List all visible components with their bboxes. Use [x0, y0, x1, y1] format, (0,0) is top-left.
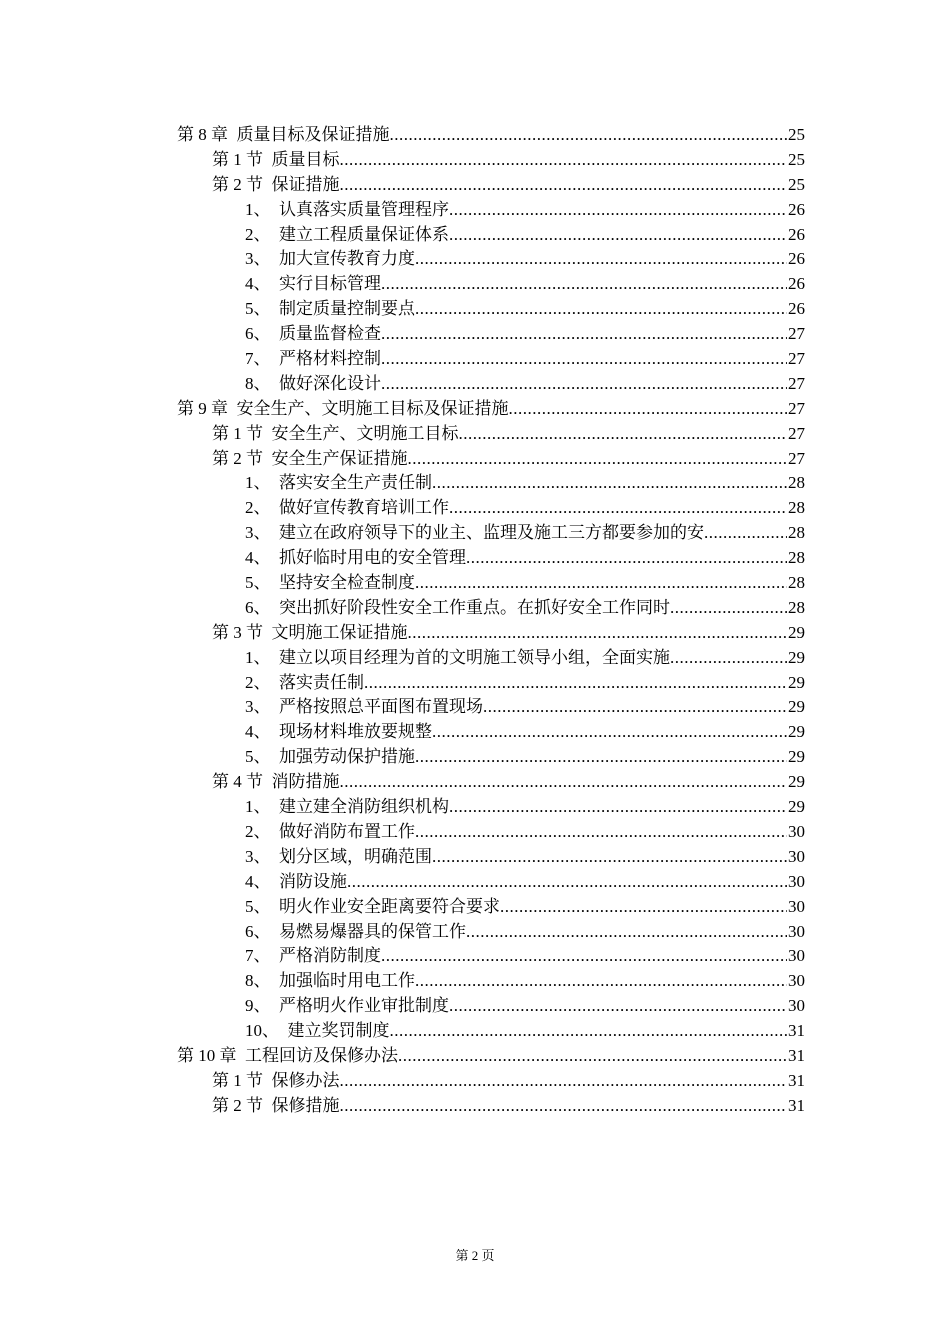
toc-entry-page-number: 27	[788, 398, 805, 418]
toc-dot-leader	[415, 571, 787, 596]
toc-entry-level-3[interactable]	[177, 994, 805, 1019]
toc-entry-level-2[interactable]	[177, 621, 805, 646]
toc-dot-leader	[449, 795, 787, 820]
toc-entry-level-2[interactable]	[177, 1069, 805, 1094]
toc-entry-title: 第 2 节 安全生产保证措施	[212, 448, 408, 468]
toc-entry-level-3[interactable]	[177, 571, 805, 596]
toc-entry-level-3[interactable]	[177, 695, 805, 720]
toc-entry-level-3[interactable]	[177, 372, 805, 397]
toc-dot-leader	[390, 1019, 788, 1044]
toc-entry-title: 7、 严格材料控制	[245, 349, 381, 369]
toc-entry-level-3[interactable]	[177, 521, 805, 546]
toc-dot-leader	[415, 820, 787, 845]
toc-entry-title: 1、 建立以项目经理为首的文明施工领导小组，全面实施	[245, 647, 670, 667]
toc-entry-page-number: 30	[788, 871, 805, 891]
toc-entry-level-3[interactable]	[177, 546, 805, 571]
toc-entry-page-number: 27	[788, 324, 805, 344]
toc-dot-leader	[483, 695, 787, 720]
toc-entry-page-number: 29	[788, 747, 805, 767]
toc-entry-title: 1、 落实安全生产责任制	[245, 473, 432, 493]
toc-entry-level-3[interactable]	[177, 223, 805, 248]
toc-entry-title: 3、 划分区域，明确范围	[245, 846, 432, 866]
toc-entry-page-number: 30	[788, 821, 805, 841]
toc-dot-leader	[340, 770, 788, 795]
toc-entry-page-number: 30	[788, 996, 805, 1016]
toc-entry-title: 第 8 章 质量目标及保证措施	[177, 125, 390, 144]
toc-entry-page-number: 28	[788, 573, 805, 593]
toc-dot-leader	[340, 1069, 788, 1094]
toc-dot-leader	[500, 895, 787, 920]
toc-dot-leader	[432, 845, 787, 870]
toc-entry-page-number: 25	[788, 125, 805, 144]
toc-entry-page-number: 30	[788, 971, 805, 991]
toc-entry-level-3[interactable]	[177, 795, 805, 820]
toc-entry-page-number: 31	[788, 1021, 805, 1041]
toc-entry-title: 第 3 节 文明施工保证措施	[212, 622, 408, 642]
toc-dot-leader	[415, 745, 787, 770]
toc-entry-page-number: 31	[788, 1070, 805, 1090]
toc-entry-title: 6、 质量监督检查	[245, 324, 381, 344]
toc-entry-title: 8、 做好深化设计	[245, 373, 381, 393]
toc-entry-title: 第 1 节 保修办法	[212, 1070, 340, 1090]
toc-entry-title: 4、 实行目标管理	[245, 274, 381, 294]
toc-entry-title: 5、 明火作业安全距离要符合要求	[245, 896, 500, 916]
toc-dot-leader	[408, 621, 788, 646]
toc-entry-title: 6、 突出抓好阶段性安全工作重点。在抓好安全工作同时	[245, 597, 670, 617]
toc-entry-page-number: 28	[788, 523, 805, 543]
toc-dot-leader	[704, 521, 787, 546]
toc-dot-leader	[432, 720, 787, 745]
toc-dot-leader	[449, 223, 787, 248]
toc-entry-level-2[interactable]	[177, 1094, 805, 1119]
toc-dot-leader	[340, 148, 788, 173]
toc-entry-level-3[interactable]	[177, 870, 805, 895]
toc-entry-title: 8、 加强临时用电工作	[245, 971, 415, 991]
toc-dot-leader	[347, 870, 787, 895]
toc-entry-level-2[interactable]	[177, 447, 805, 472]
toc-entry-level-3[interactable]	[177, 596, 805, 621]
toc-entry-level-3[interactable]	[177, 845, 805, 870]
toc-dot-leader	[459, 422, 788, 447]
toc-dot-leader	[670, 596, 787, 621]
toc-entry-level-2[interactable]	[177, 422, 805, 447]
toc-entry-page-number: 26	[788, 274, 805, 294]
toc-entry-title: 第 10 章 工程回访及保修办法	[177, 1045, 398, 1065]
toc-entry-title: 2、 建立工程质量保证体系	[245, 224, 449, 244]
toc-entry-page-number: 29	[788, 647, 805, 667]
toc-entry-level-1[interactable]	[177, 397, 805, 422]
toc-entry-title: 2、 落实责任制	[245, 672, 364, 692]
toc-dot-leader	[381, 322, 787, 347]
toc-entry-level-3[interactable]	[177, 347, 805, 372]
toc-entry-title: 第 2 节 保证措施	[212, 174, 340, 194]
toc-dot-leader	[364, 671, 787, 696]
toc-entry-page-number: 27	[788, 373, 805, 393]
toc-entry-page-number: 26	[788, 249, 805, 269]
toc-entry-title: 10、 建立奖罚制度	[245, 1021, 390, 1041]
toc-entry-level-3[interactable]	[177, 471, 805, 496]
toc-entry-page-number: 30	[788, 896, 805, 916]
toc-entry-page-number: 31	[788, 1095, 805, 1115]
toc-entry-title: 5、 加强劳动保护措施	[245, 747, 415, 767]
toc-dot-leader	[408, 447, 788, 472]
toc-dot-leader	[340, 173, 788, 198]
toc-dot-leader	[415, 247, 787, 272]
toc-entry-title: 第 1 节 质量目标	[212, 149, 340, 169]
toc-entry-page-number: 29	[788, 622, 805, 642]
toc-entry-page-number: 28	[788, 597, 805, 617]
toc-dot-leader	[449, 496, 787, 521]
toc-entry-title: 5、 制定质量控制要点	[245, 299, 415, 319]
toc-dot-leader	[340, 1094, 788, 1119]
toc-entry-title: 4、 抓好临时用电的安全管理	[245, 548, 466, 568]
toc-dot-leader	[390, 123, 788, 148]
toc-entry-title: 1、 认真落实质量管理程序	[245, 199, 449, 219]
toc-dot-leader	[509, 397, 788, 422]
toc-entry-level-3[interactable]	[177, 247, 805, 272]
toc-entry-level-3[interactable]	[177, 920, 805, 945]
toc-entry-title: 9、 严格明火作业审批制度	[245, 996, 449, 1016]
toc-entry-level-2[interactable]	[177, 148, 805, 173]
toc-dot-leader	[398, 1044, 787, 1069]
toc-entry-level-3[interactable]	[177, 969, 805, 994]
toc-entry-title: 3、 严格按照总平面图布置现场	[245, 697, 483, 717]
toc-entry-level-1[interactable]	[177, 123, 805, 148]
toc-entry-page-number: 29	[788, 672, 805, 692]
toc-entry-level-2[interactable]	[177, 173, 805, 198]
toc-entry-level-3[interactable]	[177, 272, 805, 297]
toc-entry-page-number: 26	[788, 224, 805, 244]
toc-entry-title: 2、 做好消防布置工作	[245, 821, 415, 841]
toc-entry-title: 第 4 节 消防措施	[212, 772, 340, 792]
toc-dot-leader	[381, 372, 787, 397]
toc-entry-level-3[interactable]	[177, 1019, 805, 1044]
toc-entry-page-number: 30	[788, 846, 805, 866]
toc-entry-level-3[interactable]	[177, 496, 805, 521]
toc-entry-title: 第 9 章 安全生产、文明施工目标及保证措施	[177, 398, 509, 418]
toc-dot-leader	[381, 272, 787, 297]
toc-entry-title: 1、 建立建全消防组织机构	[245, 797, 449, 817]
toc-entry-page-number: 28	[788, 473, 805, 493]
toc-entry-page-number: 29	[788, 772, 805, 792]
toc-entry-page-number: 27	[788, 423, 805, 443]
toc-entry-page-number: 29	[788, 797, 805, 817]
toc-entry-level-3[interactable]	[177, 895, 805, 920]
toc-entry-level-2[interactable]	[177, 770, 805, 795]
toc-entry-level-3[interactable]	[177, 646, 805, 671]
toc-entry-level-3[interactable]	[177, 720, 805, 745]
toc-entry-title: 4、 消防设施	[245, 871, 347, 891]
page-number: 第 2 页	[455, 1248, 495, 1263]
toc-dot-leader	[415, 297, 787, 322]
toc-dot-leader	[381, 347, 787, 372]
toc-entry-title: 2、 做好宣传教育培训工作	[245, 498, 449, 518]
toc-entry-level-3[interactable]	[177, 944, 805, 969]
toc-entry-page-number: 25	[788, 149, 805, 169]
toc-entry-page-number: 27	[788, 349, 805, 369]
toc-entry-title: 6、 易燃易爆器具的保管工作	[245, 921, 466, 941]
toc-entry-page-number: 28	[788, 498, 805, 518]
toc-dot-leader	[432, 471, 787, 496]
toc-entry-page-number: 27	[788, 448, 805, 468]
toc-entry-level-3[interactable]	[177, 820, 805, 845]
toc-dot-leader	[415, 969, 787, 994]
toc-entry-level-3[interactable]	[177, 671, 805, 696]
toc-entry-level-3[interactable]	[177, 322, 805, 347]
toc-entry-title: 7、 严格消防制度	[245, 946, 381, 966]
toc-entry-page-number: 26	[788, 199, 805, 219]
toc-entry-page-number: 29	[788, 697, 805, 717]
toc-dot-leader	[381, 944, 787, 969]
toc-dot-leader	[466, 546, 787, 571]
toc-entry-page-number: 26	[788, 299, 805, 319]
toc-entry-title: 3、 加大宣传教育力度	[245, 249, 415, 269]
toc-entry-level-3[interactable]	[177, 745, 805, 770]
toc-dot-leader	[466, 920, 787, 945]
toc-entry-level-1[interactable]	[177, 1044, 805, 1069]
toc-dot-leader	[670, 646, 787, 671]
toc-entry-page-number: 28	[788, 548, 805, 568]
toc-entry-title: 5、 坚持安全检查制度	[245, 573, 415, 593]
toc-entry-page-number: 29	[788, 722, 805, 742]
toc-dot-leader	[449, 198, 787, 223]
table-of-contents	[177, 123, 805, 1119]
toc-entry-page-number: 31	[788, 1045, 805, 1065]
toc-entry-level-3[interactable]	[177, 198, 805, 223]
toc-entry-title: 第 1 节 安全生产、文明施工目标	[212, 423, 459, 443]
toc-entry-level-3[interactable]	[177, 297, 805, 322]
toc-entry-page-number: 25	[788, 174, 805, 194]
toc-dot-leader	[449, 994, 787, 1019]
toc-entry-page-number: 30	[788, 946, 805, 966]
toc-entry-page-number: 30	[788, 921, 805, 941]
toc-entry-title: 4、 现场材料堆放要规整	[245, 722, 432, 742]
toc-entry-title: 3、 建立在政府领导下的业主、监理及施工三方都要参加的安	[245, 523, 704, 543]
toc-entry-title: 第 2 节 保修措施	[212, 1095, 340, 1115]
